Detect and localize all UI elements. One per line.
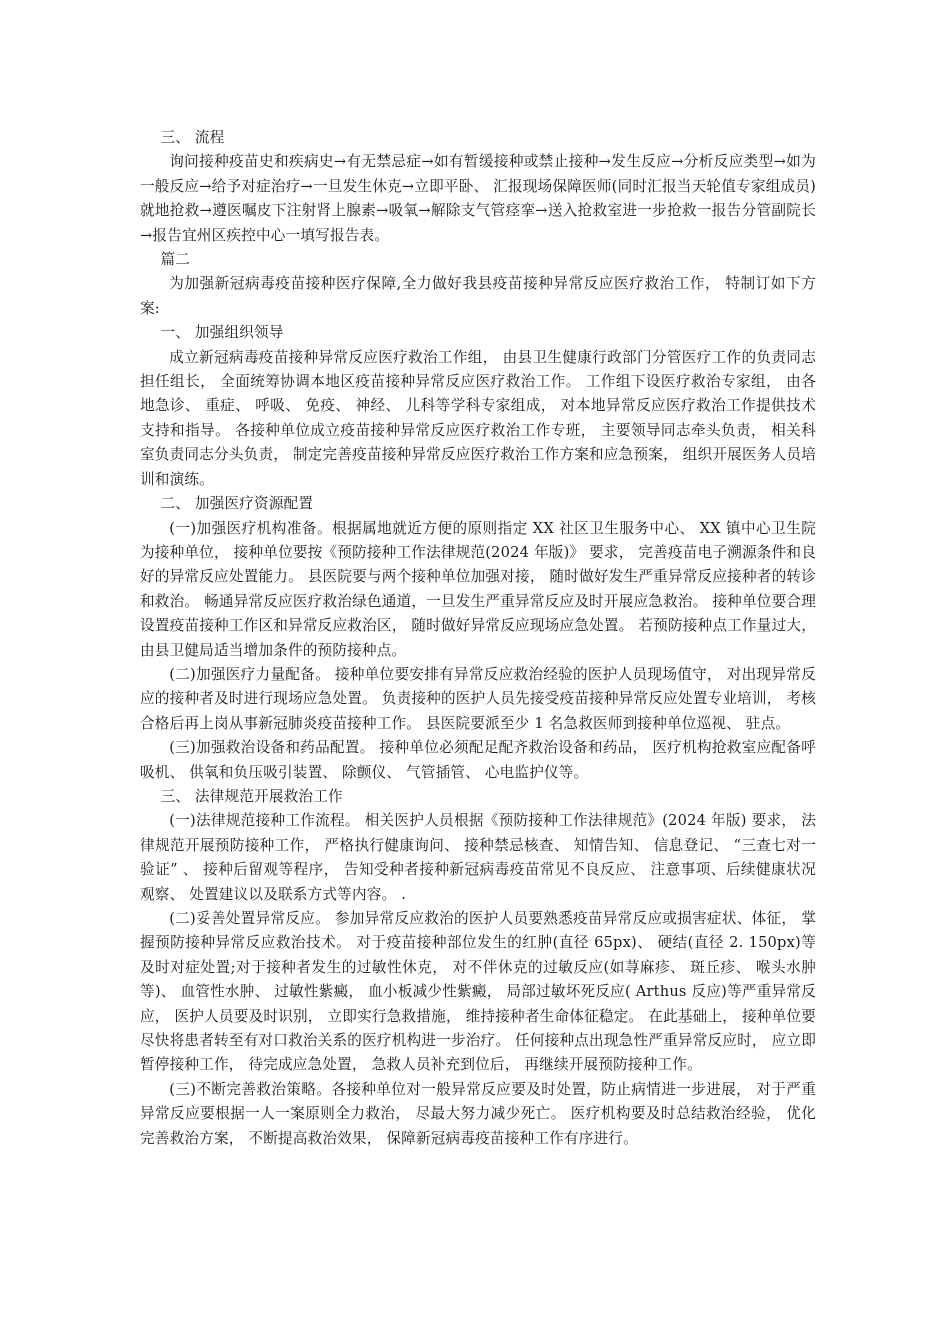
heading-resources: 二、 加强医疗资源配置 xyxy=(160,495,314,513)
treatment-paragraph-1: (一)法律规范接种工作流程。 相关医护人员根据《预防接种工作法律规范》(2024 年版) 要求， 法律规范开展预防接种工作， 严格执行健康询问、 接种禁忌核查、 知情告知、 信息登记、 “三查七对一验证” 、 接种后留观等程序， 告知受种者接种新冠病毒疫苗常见不良反应、 注意事项、后续健康状况观察、 处置建议以及联系方式等内容。 . xyxy=(140,812,816,903)
treatment-paragraph-2: (二)妥善处置异常反应。 参加异常反应救治的医护人员要熟悉疫苗异常反应或损害症状、体征， 掌握预防接种异常反应救治技术。 对于疫苗接种部位发生的红肿(直径 65px)、 硬结(直径 2. 150px)等及时对症处置;对于接种者发生的过敏性休克， 对不伴休克的过敏反应(如荨麻疹、 斑丘疹、 喉头水肿等)、 血管性水肿、 过敏性紫癜， 血小板减少性紫癜， 局部过敏坏死反应( Arthus 反应)等严重异常反应， 医护人员要及时识别， 立即实行急救措施， 维持接种者生命体征稳定。 在此基础上， 接种单位要尽快将患者转至有对口救治关系的医疗机构进一步治疗。 任何接种点出现急性严重异常反应时， 应立即暂停接种工作， 待完成应急处置， 急救人员补充到位后， 再继续开展预防接种工作。 xyxy=(140,910,816,1074)
process-paragraph: 询问接种疫苗史和疾病史→有无禁忌症→如有暂缓接种或禁止接种→发生反应→分析反应类型→如为一般反应→给予对症治疗→一旦发生休克→立即平卧、 汇报现场保障医师(同时汇报当天轮值专家组成员)就地抢救→遵医嘱皮下注射肾上腺素→吸氧→解除支气管痉挛→送入抢救室进一步抢救一报告分管副院长→报告宜州区疾控中心一填写报告表。 xyxy=(140,153,816,244)
treatment-paragraph-3: (三)不断完善救治策略。各接种单位对一般异常反应要及时处置，防止病情进一步进展， 对于严重异常反应要根据一人一案原则全力救治， 尽最大努力减少死亡。 医疗机构要及时总结救治经验， 优化完善救治方案， 不断提高救治效果， 保障新冠病毒疫苗接种工作有序进行。 xyxy=(140,1080,816,1147)
resources-paragraph-2: (二)加强医疗力量配备。 接种单位要安排有异常反应救治经验的医护人员现场值守， 对出现异常反应的接种者及时进行现场应急处置。 负责接种的医护人员先接受疫苗接种异常反应处置专业培训， 考核合格后再上岗从事新冠肺炎疫苗接种工作。 县医院要派至少 1 名急救医师到接种单位巡视、 驻点。 xyxy=(140,665,816,732)
section-heading-process: 三、 流程 xyxy=(160,129,225,146)
intro-paragraph: 为加强新冠病毒疫苗接种医疗保障,全力做好我县疫苗接种异常反应医疗救治工作， 特制订如下方案: xyxy=(140,275,816,317)
organization-paragraph: 成立新冠病毒疫苗接种异常反应医疗救治工作组， 由县卫生健康行政部门分管医疗工作的负责同志担任组长， 全面统筹协调本地区疫苗接种异常反应医疗救治工作。 工作组下设医疗救治专家组， 由各地急诊、 重症、 呼吸、 免疫、 神经、 儿科等学科专家组成， 对本地异常反应医疗救治工作提供技术支持和指导。 各接种单位成立疫苗接种异常反应医疗救治工作专班， 主要领导同志牵头负责， 相关科室负责同志分头负责， 制定完善疫苗接种异常反应医疗救治工作方案和应急预案， 组织开展医务人员培训和演练。 xyxy=(140,348,816,488)
heading-organization: 一、 加强组织领导 xyxy=(160,324,284,342)
resources-paragraph-1: (一)加强医疗机构准备。根据属地就近方便的原则指定 XX 社区卫生服务中心、 XX 镇中心卫生院为接种单位， 接种单位要按《预防接种工作法律规范(2024 年版)》 要求， 完善疫苗电子溯源条件和良好的异常反应处置能力。 县医院要与两个接种单位加强对接， 随时做好发生严重异常反应接种者的转诊和救治。 畅通异常反应医疗救治绿色通道，一旦发生严重异常反应及时开展应急救治。 接种单位要合理设置疫苗接种工作区和异常反应救治区， 随时做好异常反应现场应急处置。 若预防接种点工作量过大， 由县卫健局适当增加条件的预防接种点。 xyxy=(140,519,816,659)
heading-treatment: 三、 法律规范开展救治工作 xyxy=(160,787,343,805)
resources-paragraph-3: (三)加强救治设备和药品配置。 接种单位必须配足配齐救治设备和药品， 医疗机构抢救室应配备呼吸机、 供氧和负压吸引装置、 除颤仪、 气管插管、 心电监护仪等。 xyxy=(140,739,816,781)
part-two-label: 篇二 xyxy=(160,251,191,269)
document-body xyxy=(140,126,816,1151)
